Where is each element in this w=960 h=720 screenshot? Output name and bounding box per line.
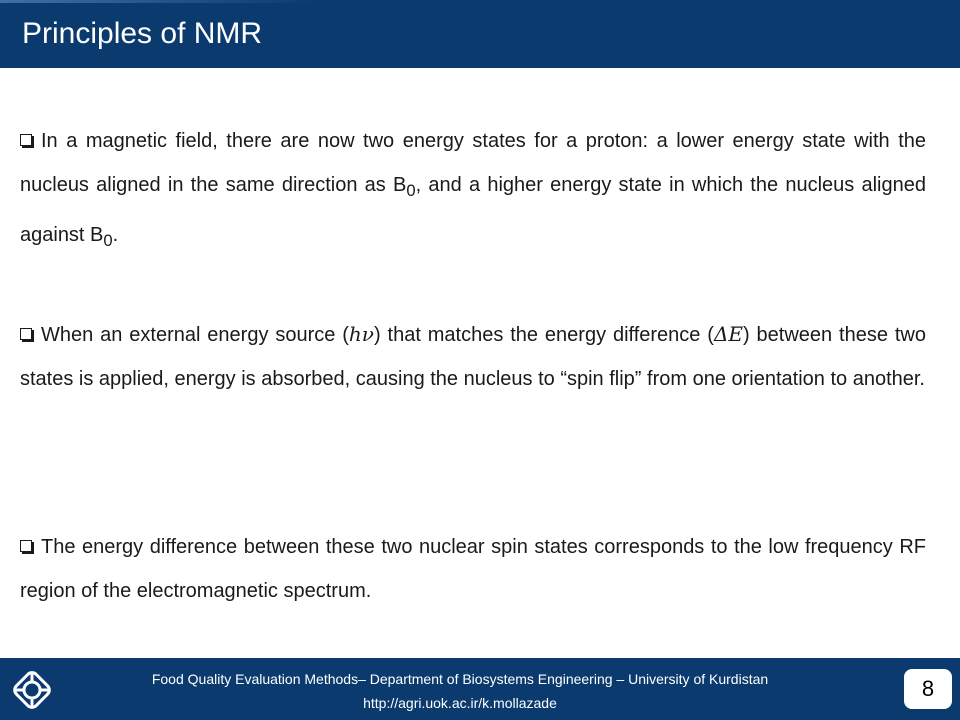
page-number-badge: 8 — [902, 667, 954, 711]
bullet-text: ) between these two states is applied, energy is absorbed, causing the nucleus to “spin flip” from one orientation to another. — [20, 324, 926, 390]
slide-footer — [0, 658, 960, 720]
symbol-h-nu: hν — [348, 322, 374, 346]
bullet-item — [20, 312, 926, 401]
bullet-text: ) that matches the energy difference ( — [373, 324, 714, 346]
subscript: 0 — [406, 181, 416, 200]
bullet-text: The energy difference between these two nuclear spin states corresponds to the low frequency RF region of the electromagnetic spectrum. — [20, 536, 926, 602]
slide-header — [0, 0, 960, 68]
bullet-text: , and a higher energy state in which the nucleus aligned against B — [20, 174, 926, 246]
footer-url: http://agri.uok.ac.ir/k.mollazade — [363, 695, 557, 711]
symbol-delta-e: ΔE — [713, 322, 744, 346]
bullet-item — [20, 525, 926, 613]
footer-course-text: Food Quality Evaluation Methods– Department of Biosystems Engineering – University of Kurdistan — [151, 671, 769, 687]
header-accent-line — [0, 0, 320, 3]
square-bullet-icon — [20, 540, 32, 552]
bullet-text: In a magnetic field, there are now two energy states for a proton: a lower energy state with the nucleus aligned in the same direction as B — [20, 130, 926, 196]
bullet-text: . — [112, 224, 119, 246]
square-bullet-icon — [20, 328, 32, 340]
slide-title: Principles of NMR — [22, 17, 263, 50]
square-bullet-icon — [20, 134, 32, 146]
bullet-text: When an external energy source ( — [41, 324, 349, 346]
subscript: 0 — [103, 231, 113, 250]
bullet-item — [20, 119, 926, 263]
